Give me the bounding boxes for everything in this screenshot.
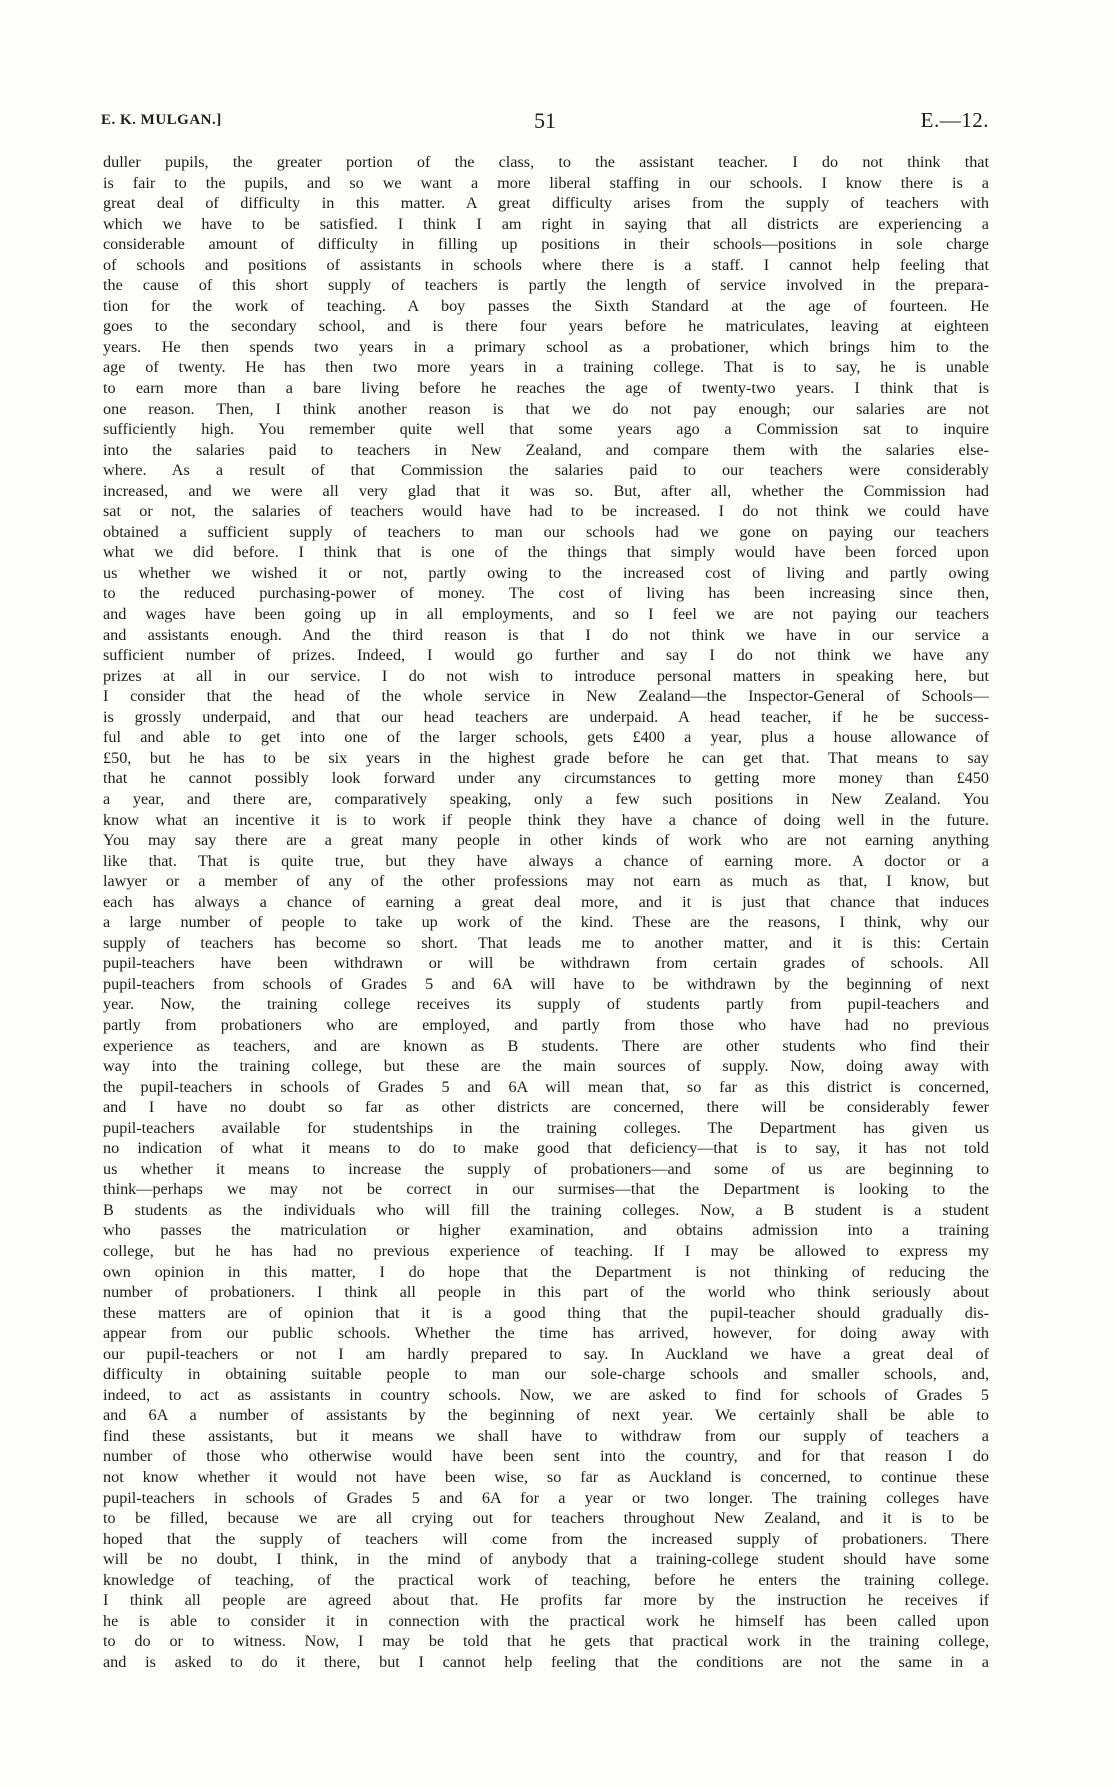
text-line: experience as teachers, and are known as B students. There are other students who find their bbox=[103, 1036, 989, 1055]
text-line: goes to the secondary school, and is there four years before he matriculates, leaving at eighteen bbox=[103, 317, 989, 336]
text-line: appear from our public schools. Whether the time has arrived, however, for doing away with bbox=[103, 1324, 989, 1343]
text-line: us whether we wished it or not, partly owing to the increased cost of living and partly owing bbox=[103, 563, 989, 582]
text-line: partly from probationers who are employed, and partly from those who have had no previous bbox=[103, 1015, 989, 1034]
text-line: own opinion in this matter, I do hope that the Department is not thinking of reducing the bbox=[103, 1262, 989, 1281]
text-line: increased, and we were all very glad that it was so. But, after all, whether the Commission had bbox=[103, 481, 989, 500]
document-reference: E.—12. bbox=[920, 108, 989, 132]
text-line: years. He then spends two years in a primary school as a probationer, which brings him to the bbox=[103, 337, 989, 356]
text-line: like that. That is quite true, but they have always a chance of earning more. A doctor or a bbox=[103, 851, 989, 870]
text-line: ful and able to get into one of the larger schools, gets £400 a year, plus a house allowance of bbox=[103, 728, 989, 747]
text-line: and wages have been going up in all employments, and so I feel we are not paying our teachers bbox=[103, 605, 989, 624]
text-line: You may say there are a great many people in other kinds of work who are not earning anything bbox=[103, 831, 989, 850]
text-line: number of those who otherwise would have been sent into the country, and for that reason I do bbox=[103, 1447, 989, 1466]
text-line: knowledge of teaching, of the practical work of teaching, before he enters the training college. bbox=[103, 1570, 989, 1589]
text-line: I consider that the head of the whole service in New Zealand—the Inspector-General of Schools— bbox=[103, 687, 989, 706]
text-line: know what an incentive it is to work if people think they have a chance of doing well in the future. bbox=[103, 810, 989, 829]
text-line: us whether it means to increase the supply of probationers—and some of us are beginning to bbox=[103, 1159, 989, 1178]
text-line: what we did before. I think that is one of the things that simply would have been forced upon bbox=[103, 543, 989, 562]
text-line: into the salaries paid to teachers in New Zealand, and compare them with the salaries else- bbox=[103, 440, 989, 459]
text-line: age of twenty. He has then two more years in a training college. That is to say, he is unable bbox=[103, 358, 989, 377]
text-line: pupil-teachers available for studentships in the training colleges. The Department has given us bbox=[103, 1118, 989, 1137]
text-line: and is asked to do it there, but I cannot help feeling that the conditions are not the same in a bbox=[103, 1652, 989, 1671]
text-line: I think all people are agreed about that. He profits far more by the instruction he receives if bbox=[103, 1591, 989, 1610]
text-line: to do or to witness. Now, I may be told that he gets that practical work in the training college, bbox=[103, 1632, 989, 1651]
text-line: that he cannot possibly look forward under any circumstances to getting more money than £450 bbox=[103, 769, 989, 788]
text-line: think—perhaps we may not be correct in our surmises—that the Department is looking to the bbox=[103, 1180, 989, 1199]
text-line: indeed, to act as assistants in country schools. Now, we are asked to find for schools of Grades 5 bbox=[103, 1385, 989, 1404]
text-line: pupil-teachers have been withdrawn or will be withdrawn from certain grades of schools. All bbox=[103, 954, 989, 973]
running-head-author: E. K. MULGAN.] bbox=[101, 112, 222, 128]
text-line: to be filled, because we are all crying out for teachers throughout New Zealand, and it is to be bbox=[103, 1509, 989, 1528]
text-line: pupil-teachers in schools of Grades 5 and 6A for a year or two longer. The training colleges have bbox=[103, 1488, 989, 1507]
text-line: to earn more than a bare living before he reaches the age of twenty-two years. I think that is bbox=[103, 379, 989, 398]
text-line: year. Now, the training college receives its supply of students partly from pupil-teachers and bbox=[103, 995, 989, 1014]
text-line: and I have no doubt so far as other districts are concerned, there will be considerably fewer bbox=[103, 1098, 989, 1117]
text-line: which we have to be satisfied. I think I am right in saying that all districts are experiencing a bbox=[103, 214, 989, 233]
text-line: no indication of what it means to do to make good that deficiency—that is to say, it has not told bbox=[103, 1139, 989, 1158]
text-line: he is able to consider it in connection with the practical work he himself has been called upon bbox=[103, 1611, 989, 1630]
text-line: these matters are of opinion that it is a good thing that the pupil-teacher should gradually dis- bbox=[103, 1303, 989, 1322]
text-line: way into the training college, but these are the main sources of supply. Now, doing away with bbox=[103, 1057, 989, 1076]
text-line: and 6A a number of assistants by the beginning of next year. We certainly shall be able to bbox=[103, 1406, 989, 1425]
text-line: is fair to the pupils, and so we want a more liberal staffing in our schools. I know there is a bbox=[103, 173, 989, 192]
text-line: pupil-teachers from schools of Grades 5 and 6A will have to be withdrawn by the beginning of next bbox=[103, 974, 989, 993]
text-line: B students as the individuals who will fill the training colleges. Now, a B student is a student bbox=[103, 1200, 989, 1219]
text-line: duller pupils, the greater portion of the class, to the assistant teacher. I do not think that bbox=[103, 153, 989, 171]
text-line: considerable amount of difficulty in filling up positions in their schools—positions in sole charge bbox=[103, 235, 989, 254]
text-line: sufficient number of prizes. Indeed, I would go further and say I do not think we have any bbox=[103, 646, 989, 665]
text-line: supply of teachers has become so short. That leads me to another matter, and it is this: Certain bbox=[103, 933, 989, 952]
text-line: hoped that the supply of teachers will come from the increased supply of probationers. There bbox=[103, 1529, 989, 1548]
text-line: great deal of difficulty in this matter. A great difficulty arises from the supply of teachers with bbox=[103, 194, 989, 213]
body-text bbox=[103, 152, 989, 1672]
text-line: college, but he has had no previous experience of teaching. If I may be allowed to express my bbox=[103, 1241, 989, 1260]
text-line: to the reduced purchasing-power of money. The cost of living has been increasing since then, bbox=[103, 584, 989, 603]
page-number: 51 bbox=[534, 108, 556, 133]
text-line: difficulty in obtaining suitable people to man our sole-charge schools and smaller schools, and, bbox=[103, 1365, 989, 1384]
text-line: will be no doubt, I think, in the mind of anybody that a training-college student should have some bbox=[103, 1550, 989, 1569]
text-line: £50, but he has to be six years in the highest grade before he can get that. That means to say bbox=[103, 748, 989, 767]
text-line: prizes at all in our service. I do not wish to introduce personal matters in speaking here, but bbox=[103, 666, 989, 685]
text-line: obtained a sufficient supply of teachers to man our schools had we gone on paying our teachers bbox=[103, 522, 989, 541]
text-line: sufficiently high. You remember quite well that some years ago a Commission sat to inquire bbox=[103, 420, 989, 439]
text-line: tion for the work of teaching. A boy passes the Sixth Standard at the age of fourteen. He bbox=[103, 296, 989, 315]
text-line: where. As a result of that Commission the salaries paid to our teachers were considerably bbox=[103, 461, 989, 480]
text-line: not know whether it would not have been wise, so far as Auckland is concerned, to continue these bbox=[103, 1468, 989, 1486]
page-header bbox=[101, 108, 989, 136]
text-line: number of probationers. I think all people in this part of the world who think seriously about bbox=[103, 1283, 989, 1302]
text-line: who passes the matriculation or higher examination, and obtains admission into a training bbox=[103, 1221, 989, 1240]
text-line: and assistants enough. And the third reason is that I do not think we have in our service a bbox=[103, 625, 989, 644]
text-line: one reason. Then, I think another reason is that we do not pay enough; our salaries are not bbox=[103, 399, 989, 418]
text-line: each has always a chance of earning a great deal more, and it is just that chance that induces bbox=[103, 892, 989, 911]
text-line: the cause of this short supply of teachers is partly the length of service involved in the prepara- bbox=[103, 276, 989, 295]
text-line: a year, and there are, comparatively speaking, only a few such positions in New Zealand. You bbox=[103, 789, 989, 808]
text-line: sat or not, the salaries of teachers would have had to be increased. I do not think we could have bbox=[103, 502, 989, 521]
text-line: the pupil-teachers in schools of Grades 5 and 6A will mean that, so far as this district is concerned, bbox=[103, 1077, 989, 1096]
text-line: of schools and positions of assistants in schools where there is a staff. I cannot help feeling that bbox=[103, 255, 989, 274]
text-line: is grossly underpaid, and that our head teachers are underpaid. A head teacher, if he be success- bbox=[103, 707, 989, 726]
text-line: our pupil-teachers or not I am hardly prepared to say. In Auckland we have a great deal of bbox=[103, 1344, 989, 1363]
text-line: find these assistants, but it means we shall have to withdraw from our supply of teachers a bbox=[103, 1426, 989, 1445]
text-line: a large number of people to take up work of the kind. These are the reasons, I think, why our bbox=[103, 913, 989, 932]
text-line: lawyer or a member of any of the other professions may not earn as much as that, I know, but bbox=[103, 872, 989, 891]
